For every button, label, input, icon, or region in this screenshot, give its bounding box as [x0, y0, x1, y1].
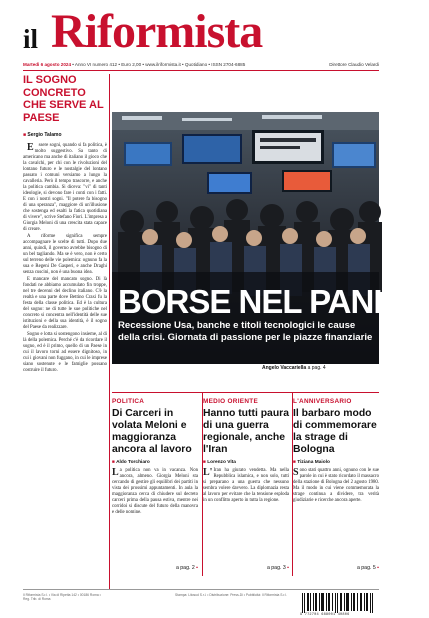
issue-details: • Anno VI numero 412 • Euro 2,00 • www.ilriformista.it • Quotidiano • ISSN 2704-6885 [72, 62, 246, 67]
issue-info-bar [23, 62, 379, 67]
lead-headline[interactable]: BORSE NEL PANICO [118, 283, 429, 320]
article-author: ■ Aldo Torchiaro [112, 460, 198, 465]
director-credit: Direttore Claudio Velardi [329, 62, 379, 67]
masthead-rule [23, 70, 379, 71]
article-body: La politica non va in vacanza. Non ancora, almeno. Giorgia Meloni sta cercando di gestire gli equilibri dei partiti in vista dei prossimi appuntamenti. In aula la maggioranza cerca di chiudere sul decreto carceri prima della pausa estiva, mentre nei corridoi si discute del futuro della manovra e delle nomine. [112, 467, 198, 515]
lead-author: Angelo Vaccariella [262, 365, 307, 371]
left-column-article[interactable] [23, 74, 107, 592]
issue-date: Martedì 6 agosto 2024 [23, 62, 71, 67]
section-label: L'ANNIVERSARIO [293, 398, 352, 405]
left-paragraph: Essere sogni, quando si fa politica, è molto suggestivo. Sa tanto di americano ma anche di italiano il gioco che la cavalchi, per chi con le rivoluzioni del lontano futuro e le nostalgie del lontano passato i comuni versiamo a lungo la cavalleria. Però il tempo trascorre, e anche la politica cambia. Si diceva: "vi" di tanti ideologie, si devono fare i conti con i fatti. E con i nostri sogni. "Il potere fa bisogno di una speranza", maggiore di un'illusione che sostenga ed esalti la fatica quotidiana di vivere", scrive Stefano Fiori. L'impresa a Giorgia Meloni di una crescita stata capace di creare. [23, 142, 107, 232]
masthead-article: il [23, 24, 39, 54]
barcode-number: 9 772704 688001 40806 [300, 613, 350, 617]
masthead [0, 0, 400, 64]
left-column-author: ■ Sergio Talamo [23, 132, 107, 138]
left-paragraph: Sogno e lotta si sostengono insieme, al di là della polemica. Perché c'è da ricordare il sogno, ed è il primo, quello di un Paese in cui il lavoro torni ad essere dignitoso, in cui i giovani non fuggano, in cui le imprese siano sostenute e le famiglie possano costruire il futuro. [23, 332, 107, 373]
column-divider [109, 74, 110, 589]
left-column-body [23, 143, 107, 374]
left-column-headline[interactable]: IL SOGNO CONCRETO CHE SERVE AL PAESE [23, 74, 104, 124]
section-label: POLITICA [112, 398, 145, 405]
footer-print-info: Stampa: Litosud S.r.l. • Distribuzione: Press-Di • Pubblicità: Il Riformista S.r.l. [175, 593, 287, 597]
barcode-icon [300, 592, 379, 614]
article-title[interactable]: Di Carceri in volata Meloni e maggioranza ancora al lavoro [112, 408, 192, 455]
section-rule [112, 392, 379, 393]
article-anniversario[interactable] [293, 398, 379, 564]
article-title[interactable]: Il barbaro modo di commemorare la strage di Bologna [293, 408, 377, 455]
section-label: MEDIO ORIENTE [203, 398, 259, 405]
page-ref[interactable]: a pag. 5 ▪ [293, 565, 379, 571]
left-paragraph: A riforme significa sempre accompagnare le scelte di tutti. Dopo due anni, quindi, il governo avrebbe bisogno di un bel tagliando. Ma se è vero, non è certo sul terreno delle vie polemica: ognuno fa la sua e Regeni De Gasperi, e anche Draghi senza cuscini, non è una buona idea. [23, 234, 107, 275]
lead-page-ref[interactable]: a pag. 4 [307, 365, 326, 371]
page-ref[interactable]: a pag. 2 ▪ [112, 565, 198, 571]
article-author: ■ Tiziana Maiolo [293, 460, 379, 465]
article-title[interactable]: Hanno tutti paura di una guerra regionale, anche l'Iran [203, 408, 290, 455]
lead-credit[interactable] [262, 365, 326, 371]
lead-photo[interactable] [112, 112, 429, 364]
masthead-title: Riformista [51, 5, 263, 58]
article-medio-oriente[interactable] [203, 398, 289, 564]
article-politica[interactable] [112, 398, 198, 564]
footer-rule [23, 589, 379, 590]
footer-publisher-info: Il Riformista S.r.l. • Via di Ripetta 142 • 00186 Roma • Reg. Trib. di Roma [23, 593, 101, 601]
left-paragraph: E mancare del mancato sogno. Di là fondati ne abbiamo accumulato fin troppe, nel tre decenni del declino italiano. C'è la realtà e una parte dove Bettino Craxi fu la festa della classe politica. Ed è la cultura del sogno: ne di tutte le sue politiche nel concreto si concentra nell'identità delle sue istituzioni e della sua identità, è il sogno del Paese da realizzare. [23, 277, 107, 330]
article-body: Sono stati quattro anni, ognuno con le sue parole in cui è stato ricordato il massacro della stazione di Bologna del 2 agosto 1980. Ma il modo in cui viene commemorata la strage continua a dividere, tra verità giudiziarie e ricerche ancora aperte. [293, 467, 379, 503]
article-body: L'Iran ha giurato vendetta. Ma nella Repubblica islamica, e non solo, tutti si preparano a una guerra che nessuno sembra volere davvero. La diplomazia resta al lavoro per evitare che la tensione esploda in un conflitto aperto in tutta la regione. [203, 467, 289, 503]
lead-deck: Recessione Usa, banche e titoli tecnologici le cause della crisi. Giornata di passione per le piazze finanziarie [118, 320, 373, 343]
article-author: ■ Lorenzo Vita [203, 460, 289, 465]
page-ref[interactable]: a pag. 3 ▪ [203, 565, 289, 571]
